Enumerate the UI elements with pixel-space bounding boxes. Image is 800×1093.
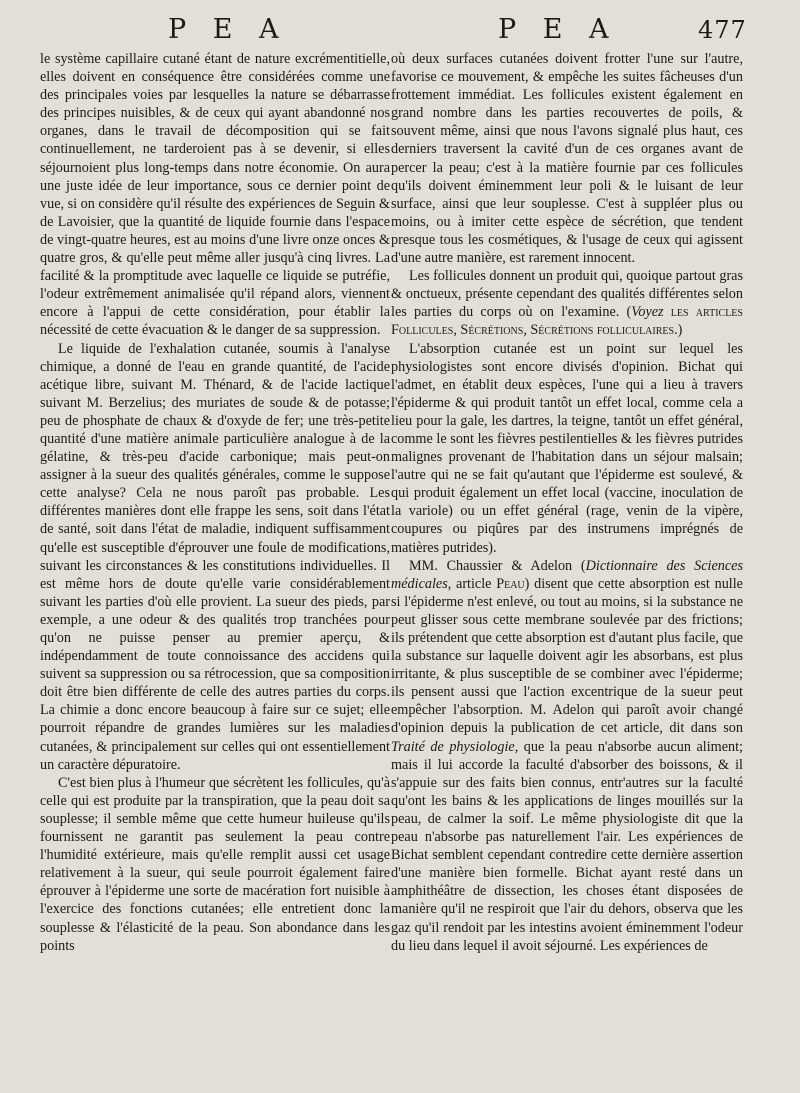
paragraph-text: MM. Chaussier & Adelon ( <box>409 557 586 574</box>
paragraph-text: ) <box>677 322 683 339</box>
cross-references: les articles Follicules, Sécrétions, Sécrétions folliculaires. <box>391 304 743 339</box>
paragraph <box>391 267 743 339</box>
treatise-title: Traité de physiologie <box>391 738 515 755</box>
paragraph <box>391 557 743 955</box>
left-column <box>40 50 390 955</box>
paragraph: C'est bien plus à l'humeur que sécrètent les follicules, qu'à celle qui est produite par la transpiration, que la peau doit sa souplesse; il semble même que cette humeur huileuse qu'ils fournissent ne garantit pas seulement la peau contre l'humidité extérieure, mais qu'elle remplit aussi cet usage relativement à la sueur, qui seule pourroit également faire éprouver à l'épiderme une sorte de macération fort nuisible à l'exercice des fonctions cutanées; elle entretient donc la souplesse & l'élasticité de la peau. Son abondance dans les points <box>40 774 390 954</box>
dictionary-title: Dictionnaire des Sciences médicales <box>391 557 743 592</box>
paragraph: où deux surfaces cutanées doivent frotter l'une sur l'autre, favorise ce mouvement, & empêche les suites fâcheuses d'un frottement immédiat. Les follicules existent également en grand nombre dans les parties recouvertes de poils, & souvent même, ainsi que nous l'avons signalé plus haut, ces derniers traversent la cavité d'un de ces organes avant de percer la peau; c'est à la matière fournie par ces follicules qu'ils doivent éminemment leur poli & le luisant de leur surface, ainsi que leur souplesse. C'est à suppléer plus ou moins, ou à imiter cette espèce de sécrétion, que tendent presque tous les cosmétiques, & l'usage de ceux qui agissent d'une autre manière, est rarement innocent. <box>391 51 743 267</box>
paragraph-text: , que la peau n'absorbe aucun aliment; mais il lui accorde la faculté d'absorber des boissons, & il s'appuie sur des faits bien connus, entr'autres sur la faculté qu'ont les bains & les applications de linges mouillés sur la peau, de calmer la soif. Le même physiologiste dit que la peau n'absorbe pas naturellement l'air. Les expériences de Bichat semblent cependant contredire cette dernière assertion d'une manière bien formelle. Bichat ayant resté dans un amphithéâtre de dissection, les choses étant disposées de manière qu'il ne respiroit que l'air du dehors, observa que les gaz qu'il rendoit par les intestins avoient éminemment l'odeur du lieu dans lequel il avoit séjourné. Les expériences de <box>391 738 743 954</box>
voyez-reference: Voyez <box>631 304 664 321</box>
paragraph: Le liquide de l'exhalation cutanée, soumis à l'analyse chimique, a donné de l'eau en grande quantité, de l'acide acétique libre, suivant M. Thénard, & de l'acide lactique suivant M. Berzelius; des muriates de soude & de potasse; peu de phosphate de chaux & d'oxyde de fer; une très-petite quantité d'une matière animale particulière analogue à de la gélatine, & très-peu d'acide carbonique; mais peut-on assigner à la sueur des qualités générales, comme le suppose cette analyse? Cela ne nous paroît pas probable. Les différentes manières dont elle frappe les sens, soit dans l'état de santé, soit dans l'état de maladie, indiquent suffisamment qu'elle est susceptible d'éprouver une foule de modifications, suivant les circonstances & les constitutions individuelles. Il est même hors de doute qu'elle varie considérablement suivant les parties d'où elle provient. La sueur des pieds, par exemple, a une odeur & des qualités trop tranchées pour qu'on ne puisse penser au premier aperçu, & indépendamment de toute connoissance des accidens qui suivent sa suppression ou sa rétrocession, que sa composition doit être bien différente de celle des autres parties du corps. La chimie a donc encore beaucoup à faire sur ce sujet; elle pourroit répandre de grandes lumières sur les maladies cutanées, & principalement sur celles qui ont essentiellement un caractère dépuratoire. <box>40 340 390 773</box>
right-column <box>391 50 743 955</box>
paragraph-text: , article <box>447 575 497 592</box>
paragraph-text: ) disent que cette absorption est nulle si l'épiderme n'est enlevé, ou tout au moins, si la substance ne peut glisser sous cette membrane soulevée par des frictions; ils prétendent que cette absorption est d'autant plus facile, que la substance sur laquelle doivent agir les absorbans, est plus irritante, & plus susceptible de se combiner avec l'épiderme; ils pensent aussi que l'action excentrique de la sueur peut empêcher l'absorption. M. Adelon qui paroît avoir changé d'opinion depuis la publication de cet article, dit dans son <box>391 575 743 737</box>
running-head-right: P E A <box>498 14 618 45</box>
paragraph-text: Les follicules donnent un produit qui, quoique partout gras & onctueux, présente cependant des qualités différentes selon les parties du corps où on l'examine. ( <box>391 268 743 321</box>
paragraph: le système capillaire cutané étant de nature excrémentitielle, elles doivent en conséquence être considérées comme une des principales voies par lesquelles la nature se débarrasse des principes nuisibles, & de ceux qui ayant abandonné nos organes, dans le travail de décomposition qui se fait continuellement, ne tarderoient pas à se devenir, si elles séjournoient plus long-temps dans notre économie. On aura une juste idée de leur importance, sous ce dernier point de vue, si on considère qu'il résulte des expériences de Seguin & de Lavoisier, que la quantité de liquide fournie dans l'espace de vingt-quatre heures, est au moins d'une livre onze onces & quatre gros, & qu'elle peut même aller jusqu'à cinq livres. La facilité & la promptitude avec laquelle ce liquide se putréfie, l'odeur extrêmement animalisée qu'il répand alors, viennent encore à l'appui de cette considération, pour établir la nécessité de cette évacuation & le danger de sa suppression. <box>40 51 390 339</box>
article-name: Peau <box>496 575 525 592</box>
page-number: 477 <box>698 16 747 44</box>
paragraph: L'absorption cutanée est un point sur lequel les physiologistes sont encore divisés d'opinion. Bichat qui l'admet, en établit deux espèces, l'une qui a lieu à travers l'épiderme & qui produit tantôt un effet local, comme cela a lieu pour la gale, les dartres, la teigne, tantôt un effet général, comme le sont les fièvres pestilentielles & les fièvres putrides malignes provenant de l'habitation dans un séjour malsain; l'autre qui ne se fait qu'autant que l'épiderme est soulevé, & qui produit également un effet local (vaccine, inoculation de la variole) ou un effet général (rage, venin de la vipère, coupures ou piqûres par des instrumens imprégnés de matières putrides). <box>391 340 743 556</box>
running-head-left: P E A <box>168 14 288 45</box>
